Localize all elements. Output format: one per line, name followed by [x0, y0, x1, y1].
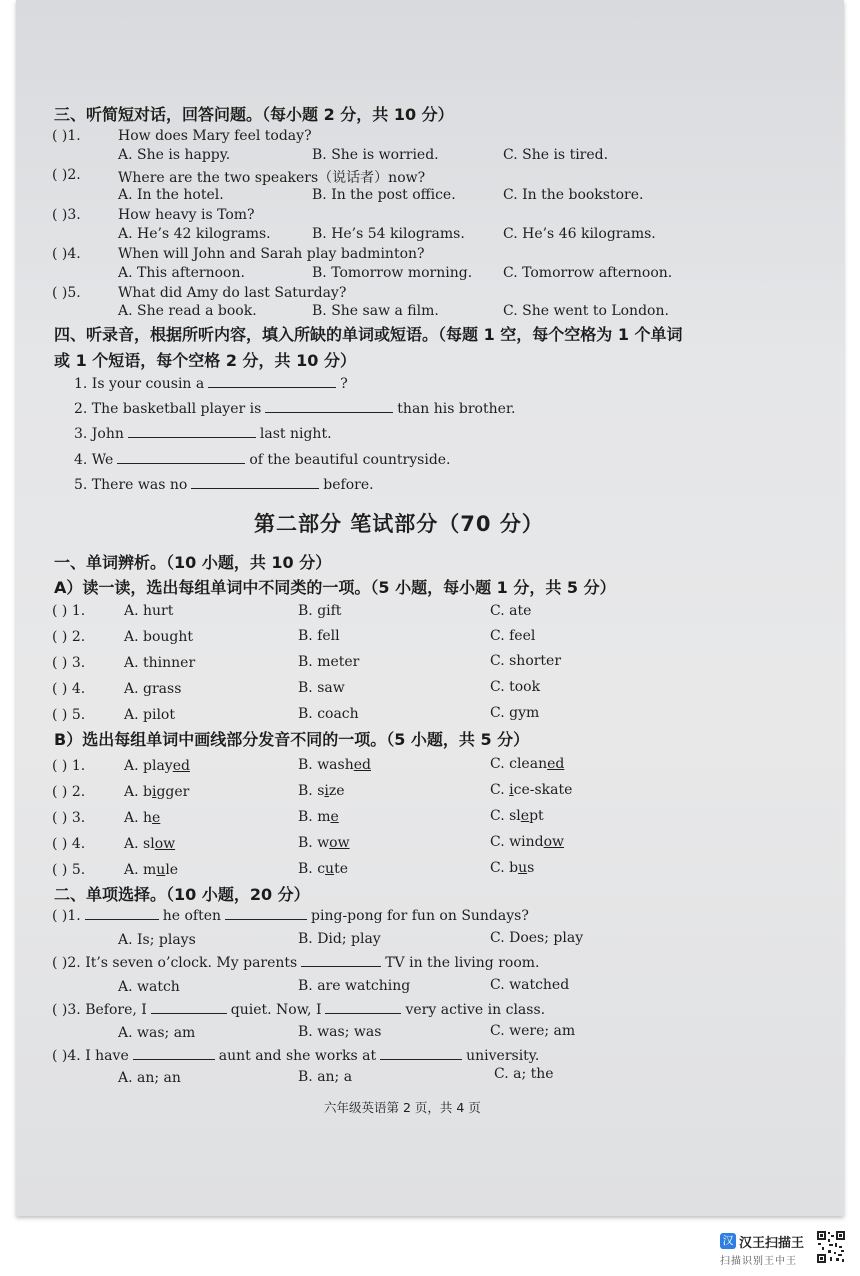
answer-blank[interactable]: [325, 1012, 401, 1014]
section1b-heading: B）选出每组单词中画线部分发音不同的一项。（5 小题，共 5 分）: [54, 730, 530, 749]
answer-blank[interactable]: [133, 1058, 215, 1060]
exam-page: 三、听简短对话，回答问题。（每小题 2 分，共 10 分） ( )1. How does Mary feel today? A. She is happy. B. She is worried. C. She is tired. ( )2. Where are the two speakers（说话者）now? A. In the hotel. B. In the post office. C. In the bookstore. ( )3. How heavy is Tom? A. He’s 42 kilograms. B. He’s 54 kilograms. C. He’s 46 kilograms. ( )4. When will John and Sarah play badminton? A. This afternoon. B. Tomorrow morning. C. Tomorrow afternoon. ( )5. What did Amy do last Saturday? A. She read a book. B. She saw a film. C. She went to London. 四、听录音，根据所听内容，填入所缺的单词或短语。（每题 1 空，每个空格为 1 个单词 或 1 个短语，每个空格 2 分，共 10 分） 1. Is your cousin a ? 2. The basketball player is than his brother. 3. John last night. 4. We of the beautiful countryside. 5. There was no before. 第二部分 笔试部分（70 分） 一、单词辨析。（10 小题，共 10 分） A）读一读，选出每组单词中不同类的一项。（5 小题，每小题 1 分，共 5 分） ( ) 1. A. hurt B. gift C. ate ( ) 2. A. bought B. fell C. feel ( ) 3. A. thinner B. meter C. shorter ( ) 4. A. grass B. saw C. took ( ) 5. A. pilot B. coach C. gym B）选出每组单词中画线部分发音不同的一项。（5 小题，共 5 分） ( ) 1. A. played B. washed C. cleaned ( ) 2. A. bigger B. size C. ice-skate ( ) 3. A. he B. me C. slept ( ) 4. A. slow B. wow C. window ( ) 5. A. mule B. cute C. bus 二、单项选择。（10 小题，20 分） ( )1. he often ping-pong for fun on Sundays? A. Is; plays B. Did; play C. Does; play ( )2. It’s seven o’clock. My parents TV in the living room. A. watch B. are watching C. watched ( )3. Before, I quiet. Now, I very active in class. A. was; am B. was; was C. were; am ( )4. I have aunt and she works at university. A. an; an B. an; a C. a; the 六年级英语第 2 页，共 4 页: [16, 0, 844, 1216]
answer-blank[interactable]: [265, 411, 393, 413]
answer-blank[interactable]: [191, 487, 319, 489]
section1-heading: 一、单词辨析。（10 小题，共 10 分）: [54, 553, 332, 572]
section4-heading-line2: 或 1 个短语，每个空格 2 分，共 10 分）: [54, 351, 356, 370]
fill-item-5: 5. There was no before.: [74, 477, 374, 493]
answer-blank[interactable]: [225, 918, 307, 920]
section1a-heading: A）读一读，选出每组单词中不同类的一项。（5 小题，每小题 1 分，共 5 分）: [54, 578, 616, 597]
fill-item-4: 4. We of the beautiful countryside.: [74, 452, 451, 468]
answer-blank[interactable]: [151, 1012, 227, 1014]
answer-blank[interactable]: [380, 1058, 462, 1060]
fill-item-1: 1. Is your cousin a ?: [74, 376, 348, 392]
section3-heading: 三、听简短对话，回答问题。（每小题 2 分，共 10 分）: [54, 105, 454, 124]
answer-blank[interactable]: [117, 462, 245, 464]
hanwang-watermark: 汉 汉王扫描王 扫描识别王中王: [720, 1230, 848, 1270]
qr-code-icon: [816, 1230, 846, 1264]
section2-heading: 二、单项选择。（10 小题，20 分）: [54, 885, 310, 904]
fill-item-2: 2. The basketball player is than his brother.: [74, 401, 516, 417]
page-footer: 六年级英语第 2 页，共 4 页: [324, 1100, 481, 1115]
hanwang-logo-icon: 汉: [720, 1233, 736, 1249]
answer-blank[interactable]: [128, 436, 256, 438]
part2-title: 第二部分 笔试部分（70 分）: [254, 512, 544, 536]
answer-blank[interactable]: [301, 965, 381, 967]
section4-heading-line1: 四、听录音，根据所听内容，填入所缺的单词或短语。（每题 1 空，每个空格为 1 个单词: [54, 325, 683, 344]
fill-item-3: 3. John last night.: [74, 426, 332, 442]
answer-blank[interactable]: [208, 386, 336, 388]
answer-blank[interactable]: [85, 918, 159, 920]
